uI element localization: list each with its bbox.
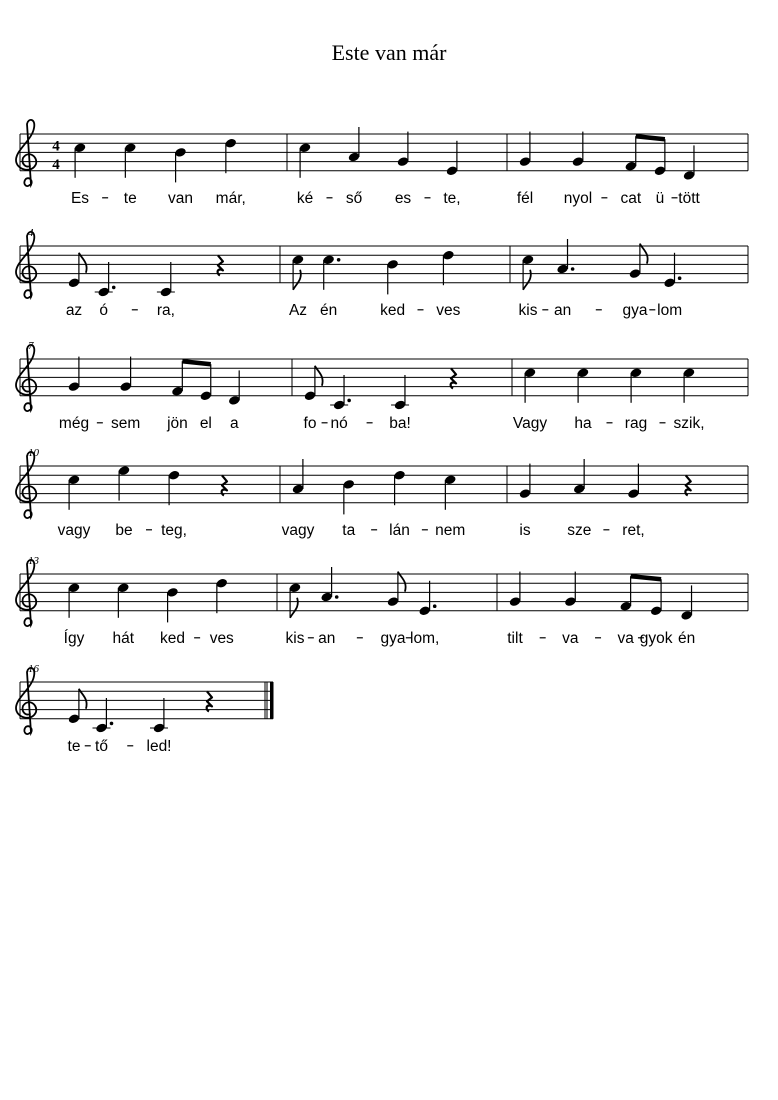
dot [337, 258, 341, 262]
dot [335, 595, 339, 599]
note [119, 357, 132, 393]
measure-number: 13 [28, 555, 39, 567]
lyric-syllable: ta [342, 521, 356, 539]
flag [315, 366, 323, 386]
note [95, 262, 116, 298]
lyric-syllable: va [562, 629, 579, 647]
lyric-syllable: szik, [673, 414, 705, 432]
note [556, 239, 574, 275]
time-signature-numerator: 4 [52, 138, 60, 155]
lyric-syllable: a [229, 414, 239, 432]
dot [110, 722, 114, 726]
lyric-syllable: lom, [410, 629, 440, 647]
note [93, 698, 114, 734]
note [117, 582, 130, 618]
lyric-syllable: is [519, 521, 531, 539]
note [348, 127, 361, 163]
note [446, 141, 459, 177]
lyric-syllable: gya [380, 629, 406, 647]
treble-clef-icon [16, 120, 36, 186]
note [166, 587, 179, 623]
lyric-syllable: nyol [563, 189, 593, 207]
note [292, 459, 305, 495]
note [320, 567, 338, 603]
lyric-syllable: ret, [622, 521, 645, 539]
note [444, 474, 457, 510]
note [215, 578, 228, 614]
lyric-syllable: te, [443, 189, 461, 207]
note [680, 585, 693, 621]
lyric-syllable: el [199, 414, 212, 432]
note [289, 582, 302, 618]
note [68, 357, 81, 393]
lyric-syllable: ked [160, 629, 185, 647]
lyric-syllable: sze [567, 521, 592, 539]
note [157, 262, 175, 298]
note [68, 474, 81, 510]
lyric-syllable: ves [209, 629, 234, 647]
lyric-syllable: még [58, 414, 90, 432]
flag [523, 270, 531, 290]
beam [182, 361, 210, 364]
lyric-syllable: Es [70, 189, 90, 207]
dot [571, 267, 575, 271]
lyric-syllable: tő [95, 737, 108, 755]
score-title: Este van már [331, 40, 447, 65]
note [330, 375, 351, 411]
note [577, 367, 590, 403]
flag [293, 270, 301, 290]
lyric-syllable: nó [330, 414, 348, 432]
measure-number: 7 [28, 340, 34, 352]
note [683, 145, 696, 181]
note [118, 465, 131, 501]
lyric-syllable: an [553, 301, 572, 319]
lyric-syllable: Az [288, 301, 308, 319]
note [386, 259, 399, 295]
note [571, 132, 584, 168]
dot [112, 286, 116, 290]
note [168, 470, 181, 506]
note [524, 367, 537, 403]
lyric-syllable: én [319, 301, 338, 319]
lyric-syllable: lom [657, 301, 683, 319]
time-signature-denominator: 4 [52, 156, 60, 173]
note [522, 254, 535, 290]
note [74, 142, 87, 178]
note [299, 142, 312, 178]
note [391, 375, 409, 411]
lyric-syllable: an [318, 629, 336, 647]
lyric-syllable: tött [678, 189, 700, 207]
staff-system [16, 227, 748, 319]
treble-clef-icon [16, 452, 36, 518]
note [322, 254, 340, 290]
quarter-rest [207, 691, 212, 711]
note [683, 367, 696, 403]
lyric-syllable: te [123, 189, 137, 207]
dot [678, 276, 682, 280]
lyric-syllable: ba! [389, 414, 411, 432]
note [174, 147, 187, 183]
quarter-rest [685, 475, 690, 495]
lyric-syllable: ü [655, 189, 665, 207]
treble-clef-icon [16, 232, 36, 298]
note [630, 367, 643, 403]
quarter-rest [451, 368, 456, 388]
treble-clef-icon [16, 668, 36, 734]
note [442, 250, 455, 286]
beam [636, 136, 665, 139]
lyric-syllable: ó [99, 301, 109, 319]
lyric-syllable: fo [303, 414, 317, 432]
note [397, 132, 410, 168]
lyric-syllable: ves [436, 301, 461, 319]
note [228, 370, 241, 406]
lyric-syllable: tilt [507, 629, 523, 647]
lyric-syllable: fél [516, 189, 534, 207]
lyric-syllable: az [65, 301, 83, 319]
lyric-syllable: rag [624, 414, 648, 432]
staff-system [16, 663, 274, 755]
staff-system [16, 447, 748, 539]
lyric-syllable: kis [285, 629, 305, 647]
lyric-syllable: én [678, 629, 696, 647]
flag [79, 253, 87, 273]
note [224, 138, 237, 174]
note [68, 582, 81, 618]
treble-clef-icon [16, 560, 36, 626]
final-barline-thick [270, 682, 274, 719]
quarter-rest [222, 475, 227, 495]
treble-clef-icon [16, 345, 36, 411]
flag [398, 572, 406, 592]
lyric-syllable: lán [389, 521, 410, 539]
lyric-syllable: Vagy [512, 414, 548, 432]
note [627, 464, 640, 500]
lyric-syllable: te [67, 737, 81, 755]
flag [290, 598, 298, 618]
lyric-syllable: teg, [161, 521, 187, 539]
note [519, 464, 532, 500]
lyric-syllable: van [168, 189, 193, 207]
lyric-syllable: vagy [57, 521, 91, 539]
dot [433, 604, 437, 608]
lyric-syllable: vagy [281, 521, 315, 539]
measure-number: 16 [28, 663, 39, 675]
lyric-syllable: már, [215, 189, 246, 207]
lyric-syllable: gyok [639, 629, 673, 647]
staff-system [16, 555, 748, 647]
lyric-syllable: be [115, 521, 133, 539]
lyric-syllable: ké [296, 189, 314, 207]
lyric-syllable: sem [111, 414, 141, 432]
note [564, 572, 577, 608]
note [573, 459, 586, 495]
note [509, 572, 522, 608]
lyric-syllable: ha [574, 414, 592, 432]
lyric-syllable: led! [146, 737, 172, 755]
note [124, 142, 137, 178]
lyric-syllable: ső [345, 189, 363, 207]
staff-system [16, 340, 748, 432]
lyric-syllable: nem [435, 521, 466, 539]
lyric-syllable: ked [380, 301, 406, 319]
lyric-syllable: ra, [156, 301, 175, 319]
staff-system [16, 120, 748, 207]
beam [631, 576, 661, 579]
measure-number: 4 [28, 227, 34, 239]
note [292, 254, 305, 290]
note [519, 132, 532, 168]
note [342, 479, 355, 515]
lyric-syllable: Így [63, 629, 85, 647]
quarter-rest [218, 255, 223, 275]
lyric-syllable: cat [620, 189, 642, 207]
note [393, 470, 406, 506]
lyric-syllable: es [394, 189, 412, 207]
lyric-syllable: kis [518, 301, 538, 319]
note [150, 698, 168, 734]
flag [79, 689, 87, 709]
flag [640, 244, 648, 264]
measure-number: 10 [28, 447, 39, 459]
lyric-syllable: va [617, 629, 634, 647]
lyric-syllable: hát [112, 629, 135, 647]
lyric-syllable: jön [167, 414, 188, 432]
dot [347, 399, 351, 403]
lyric-syllable: gya [622, 301, 648, 319]
